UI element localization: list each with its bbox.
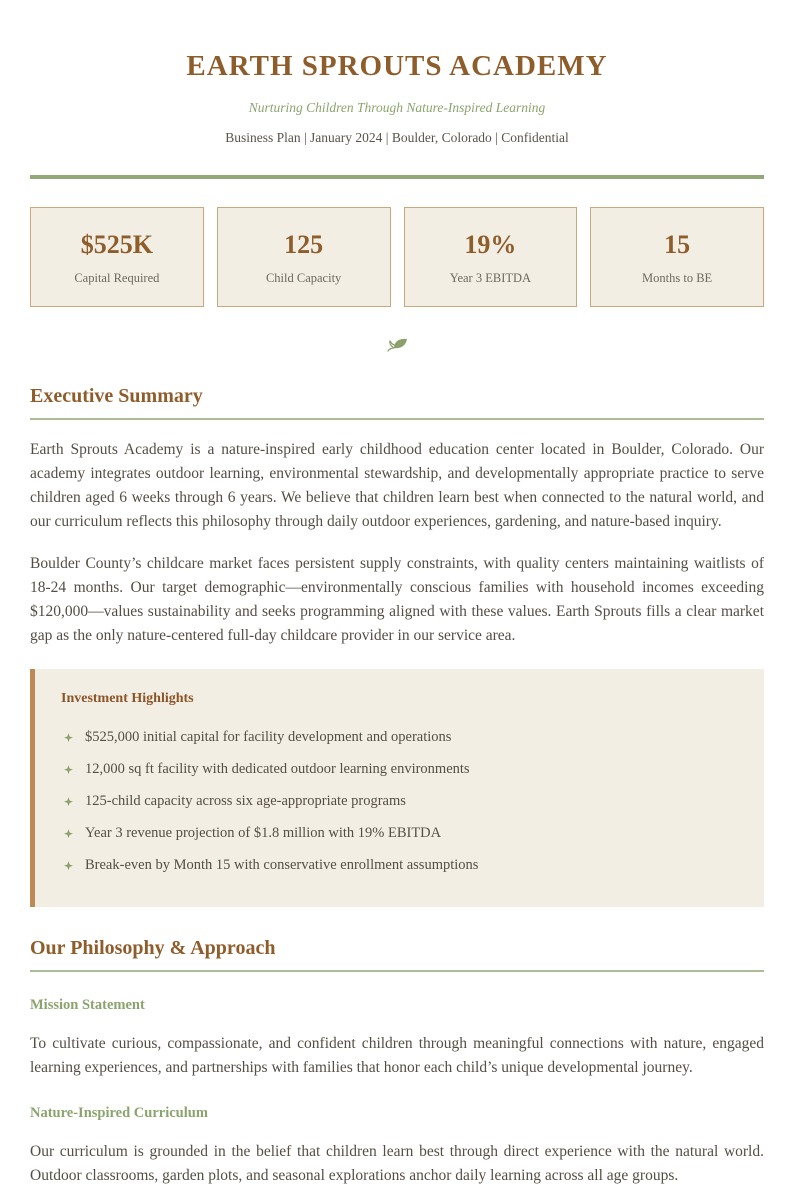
list-item: [61, 823, 738, 844]
diamond-bullet-icon: [64, 797, 73, 806]
mission-statement-text: To cultivate curious, compassionate, and confident children through meaningful connections with nature, engaged learning experiences, and partnerships with families that honor each child’s unique developmental journey.: [30, 1035, 764, 1077]
executive-summary-section: [30, 385, 764, 907]
stat-value: 125: [284, 230, 324, 259]
list-item: [61, 759, 738, 780]
list-item: [61, 855, 738, 876]
investment-highlights-heading: Investment Highlights: [61, 691, 194, 707]
philosophy-section: [30, 937, 764, 1188]
leaf-icon: [386, 336, 408, 352]
philosophy-heading: Our Philosophy & Approach: [30, 937, 764, 972]
list-item: [61, 791, 738, 812]
stat-label: Capital Required: [74, 271, 160, 285]
header-divider: [30, 175, 764, 179]
stat-label: Child Capacity: [265, 271, 342, 285]
diamond-bullet-icon: [64, 861, 73, 870]
diamond-bullet-icon: [64, 829, 73, 838]
curriculum-text: Our curriculum is grounded in the belief that children learn best through direct experience with the natural world. Outdoor classrooms, garden plots, and seasonal explorations anchor daily learning across all age groups.: [30, 1143, 764, 1185]
list-item-text: 125-child capacity across six age-appropriate programs: [85, 793, 406, 810]
mission-statement-heading: Mission Statement: [30, 997, 145, 1014]
list-item-text: Break-even by Month 15 with conservative enrollment assumptions: [85, 857, 479, 874]
document-meta: Business Plan | January 2024 | Boulder, Colorado | Confidential: [225, 130, 569, 145]
stat-capital-required: [30, 207, 204, 307]
list-item-text: Year 3 revenue projection of $1.8 million with 19% EBITDA: [85, 825, 442, 842]
list-item-text: $525,000 initial capital for facility development and operations: [85, 729, 452, 746]
tagline: Nurturing Children Through Nature-Inspired Learning: [248, 100, 546, 115]
stat-months-to-breakeven: [590, 207, 764, 307]
stat-value: 15: [664, 230, 691, 259]
diamond-bullet-icon: [64, 733, 73, 742]
investment-highlights-list: [61, 727, 738, 876]
curriculum-heading: Nature-Inspired Curriculum: [30, 1105, 208, 1122]
executive-summary-paragraph-2: Boulder County’s childcare market faces persistent supply constraints, with quality centers maintaining waitlists of 18-24 months. Our target demographic—environmentally conscious families with household incomes exceeding $120,000—values sustainability and seeks programming aligned with these values. Earth Sprouts fills a clear market gap as the only nature-centered full-day childcare provider in our service area.: [30, 555, 764, 645]
list-item-text: 12,000 sq ft facility with dedicated outdoor learning environments: [85, 761, 470, 778]
stat-value: 19%: [464, 230, 517, 259]
stat-child-capacity: [217, 207, 391, 307]
section-divider: [30, 333, 764, 355]
document-header: [30, 50, 764, 146]
investment-highlights-box: [30, 669, 764, 907]
stat-label: Months to BE: [642, 271, 713, 285]
page-title: EARTH SPROUTS ACADEMY: [186, 50, 608, 82]
key-stats-row: [30, 207, 764, 307]
stat-label: Year 3 EBITDA: [449, 271, 532, 285]
executive-summary-heading: Executive Summary: [30, 385, 764, 420]
stat-value: $525K: [80, 230, 153, 259]
diamond-bullet-icon: [64, 765, 73, 774]
list-item: [61, 727, 738, 748]
executive-summary-paragraph-1: Earth Sprouts Academy is a nature-inspired early childhood education center located in Boulder, Colorado. Our academy integrates outdoor learning, environmental stewardship, and developmentally appropriate practice to serve children aged 6 weeks through 6 years. We believe that children learn best when connected to the natural world, and our curriculum reflects this philosophy through daily outdoor experiences, gardening, and nature-based inquiry.: [30, 441, 764, 531]
stat-year3-ebitda: [404, 207, 578, 307]
